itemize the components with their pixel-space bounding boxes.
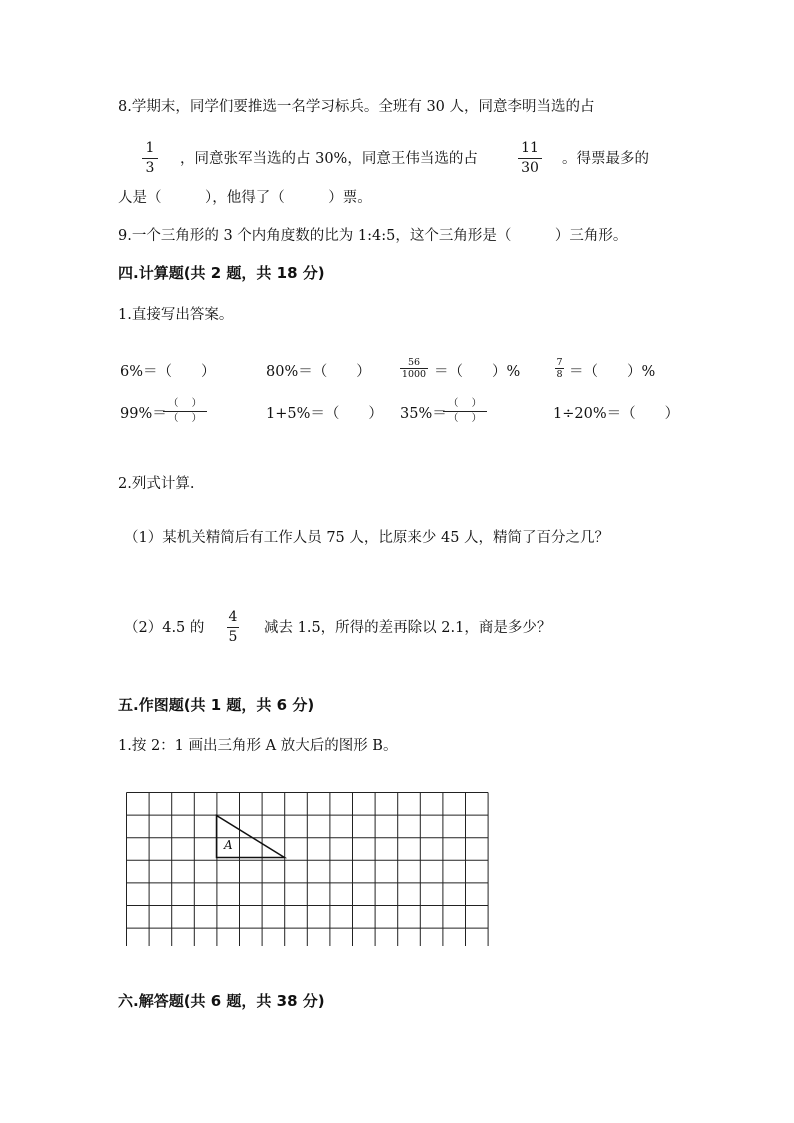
fraction-denominator: 30 — [521, 160, 539, 176]
section4-q2-2-fraction — [227, 609, 239, 646]
q8-fraction-1 — [142, 140, 158, 177]
calc-1-plus-5-percent: 1+5%＝（ ） — [266, 406, 383, 422]
drawing-grid — [126, 792, 490, 950]
fraction-denominator: 1000 — [401, 369, 427, 380]
fraction-numerator: 1 — [145, 140, 155, 156]
section5-title: 五.作图题(共 1 题，共 6 分) — [118, 696, 315, 714]
q9-text: 9.一个三角形的 3 个内角度数的比为 1:4:5，这个三角形是（ ）三角形。 — [118, 228, 628, 244]
triangle-a-label: A — [224, 838, 233, 852]
grid-svg — [126, 792, 490, 946]
fraction-numerator: 4 — [228, 609, 238, 625]
fraction-denominator-blank: （ ） — [168, 413, 202, 424]
section4-q2: 2.列式计算. — [118, 476, 195, 492]
calc-7-8-rest: ＝（ ）% — [569, 364, 656, 380]
fraction-denominator: 8 — [556, 369, 563, 380]
calc-1-div-20-percent: 1÷20%＝（ ） — [553, 406, 680, 422]
q8-line1: 8.学期末，同学们要推选一名学习标兵。全班有 30 人，同意李明当选的占 — [118, 99, 595, 115]
fraction-numerator: 56 — [407, 357, 421, 368]
q8-fraction-2 — [518, 140, 542, 177]
fraction-numerator-blank: （ ） — [168, 398, 202, 409]
calc-99-percent: 99%＝ — [120, 406, 167, 422]
calc-fraction-56-1000 — [400, 357, 428, 380]
calc-56-1000-rest: ＝（ ）% — [434, 364, 521, 380]
calc-80-percent: 80%＝（ ） — [266, 364, 371, 380]
calc-99-fraction-blank — [163, 398, 207, 425]
q8-line3: 人是（ ），他得了（ ）票。 — [118, 190, 372, 206]
calc-35-fraction-blank — [443, 398, 487, 425]
section4-title: 四.计算题(共 2 题，共 18 分) — [118, 264, 325, 282]
calc-fraction-7-8 — [555, 357, 564, 380]
fraction-denominator: 5 — [228, 629, 238, 645]
q8-line2-mid: ，同意张军当选的占 30%，同意王伟当选的占 — [180, 151, 478, 167]
q8-line2-tail: 。得票最多的 — [562, 151, 649, 167]
fraction-denominator: 3 — [145, 160, 155, 176]
section4-q2-2-pre: （2）4.5 的 — [124, 620, 205, 636]
fraction-numerator: 11 — [521, 140, 539, 156]
calc-6-percent: 6%＝（ ） — [120, 364, 216, 380]
section6-title: 六.解答题(共 6 题，共 38 分) — [118, 992, 325, 1010]
section4-q2-1: （1）某机关精简后有工作人员 75 人，比原来少 45 人，精简了百分之几？ — [124, 530, 610, 546]
calc-35-percent: 35%＝ — [400, 406, 447, 422]
fraction-numerator: 7 — [556, 357, 563, 368]
fraction-denominator-blank: （ ） — [448, 413, 482, 424]
section4-q2-2-post: 减去 1.5，所得的差再除以 2.1，商是多少？ — [264, 620, 552, 636]
section5-q1: 1.按 2：1 画出三角形 A 放大后的图形 B。 — [118, 738, 398, 754]
fraction-numerator-blank: （ ） — [448, 398, 482, 409]
section4-q1: 1.直接写出答案。 — [118, 307, 234, 323]
